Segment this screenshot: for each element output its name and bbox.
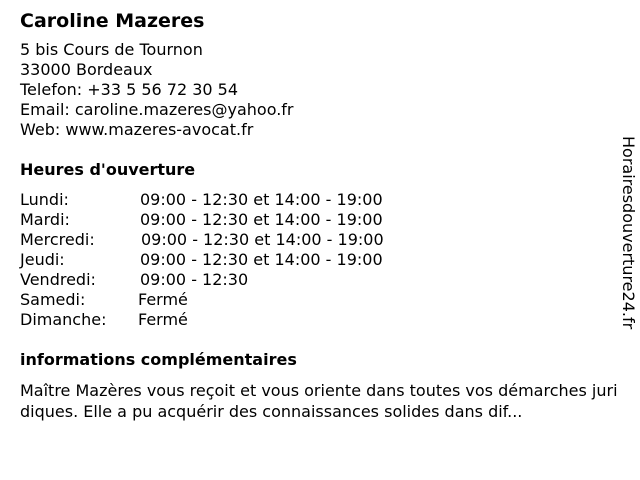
site-watermark: Horairesdouverture24.fr [619,136,638,330]
web-text: Web: www.mazeres-avocat.fr [20,120,254,139]
hours-day: Vendredi: [20,270,96,289]
hours-time: 09:00 - 12:30 et 14:00 - 19:00 [140,210,383,229]
hours-day: Lundi: [20,190,69,209]
hours-time: 09:00 - 12:30 [140,270,249,289]
email-text: Email: caroline.mazeres@yahoo.fr [20,100,294,119]
info-description: Maître Mazères vous reçoit et vous oriente dans toutes vos démarches juridiques. Elle a pu acquérir des connaissances solides dans dif... [20,381,618,421]
address-city: 33000 Bordeaux [20,60,153,79]
hours-row-friday [20,270,620,290]
hours-row-tuesday [20,210,620,230]
hours-row-thursday [20,250,620,270]
hours-row-wednesday [20,230,620,250]
hours-day: Mercredi: [20,230,95,249]
hours-day: Samedi: [20,290,86,309]
business-card [20,8,620,422]
hours-day: Jeudi: [20,250,65,269]
hours-heading: Heures d'ouverture [20,160,196,179]
hours-time: Fermé [138,290,188,309]
business-name: Caroline Mazeres [20,10,205,32]
phone-text: Telefon: +33 5 56 72 30 54 [20,80,239,99]
hours-row-sunday [20,310,620,330]
address-street: 5 bis Cours de Tournon [20,40,203,59]
hours-time: 09:00 - 12:30 et 14:00 - 19:00 [140,190,383,209]
hours-time: 09:00 - 12:30 et 14:00 - 19:00 [141,230,384,249]
hours-row-saturday [20,290,620,310]
hours-time: 09:00 - 12:30 et 14:00 - 19:00 [140,250,383,269]
hours-day: Mardi: [20,210,70,229]
hours-row-monday [20,190,620,210]
info-heading: informations complémentaires [20,350,297,369]
hours-time: Fermé [138,310,188,329]
hours-day: Dimanche: [20,310,107,329]
